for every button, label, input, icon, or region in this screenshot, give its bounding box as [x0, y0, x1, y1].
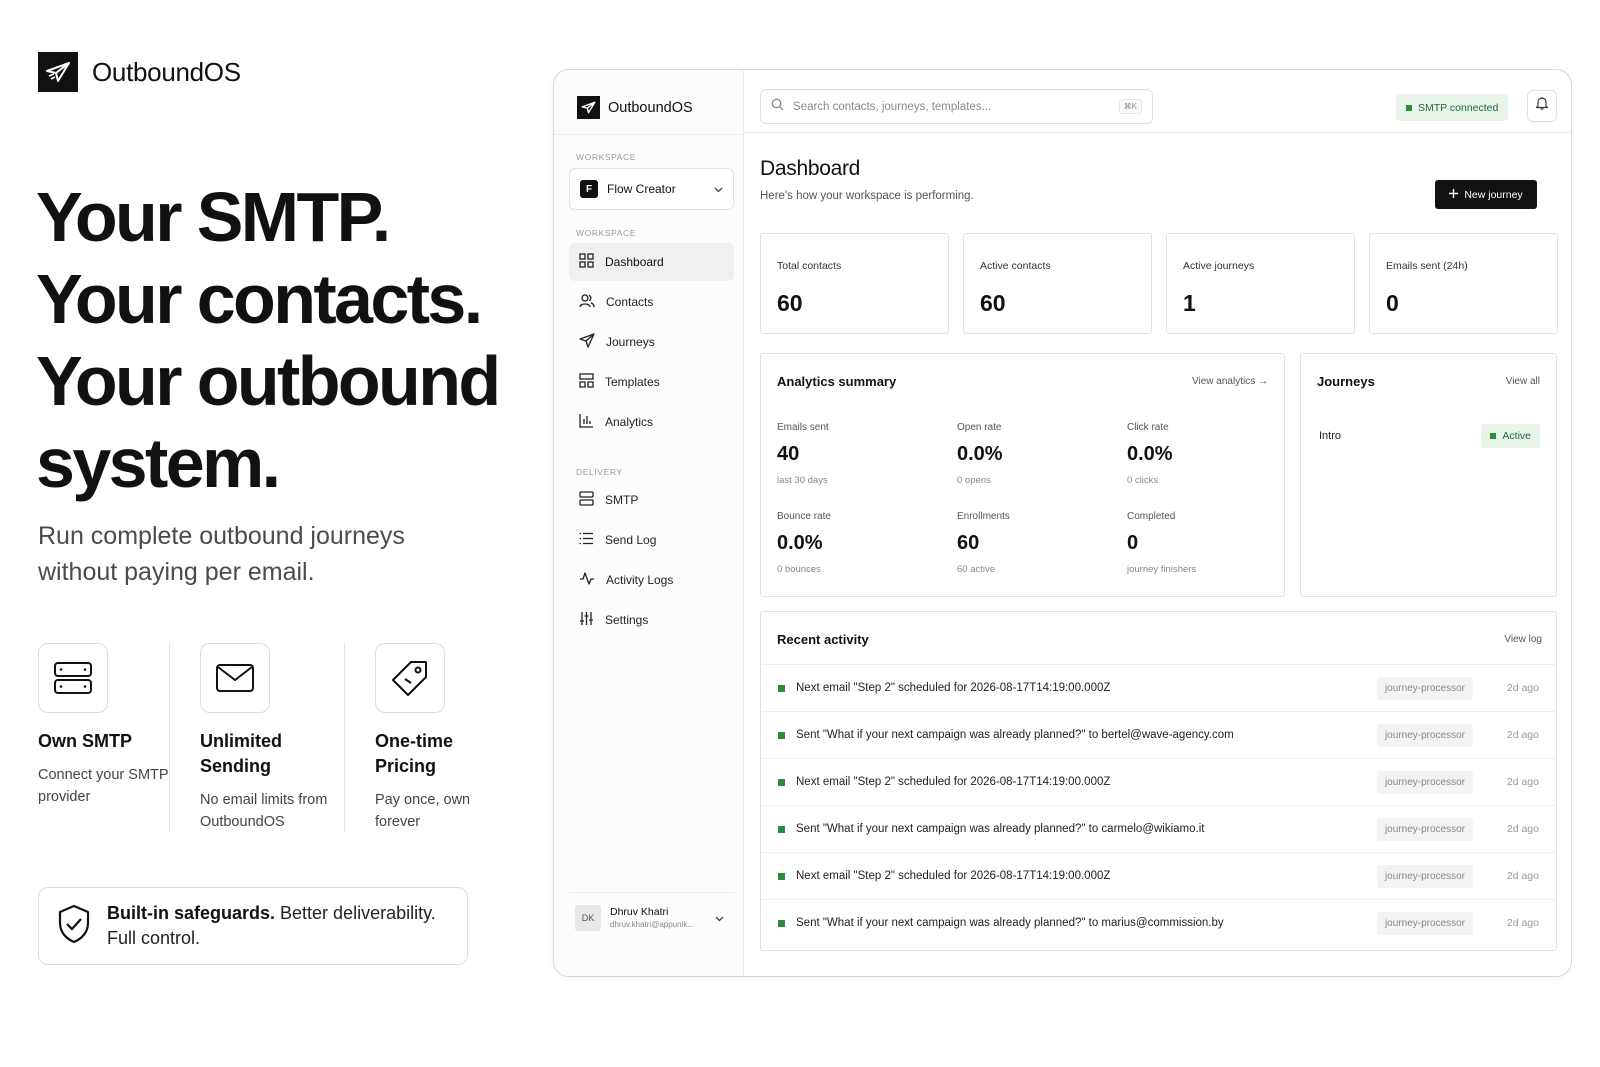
journey-name: Intro: [1319, 430, 1342, 442]
stat-card-active-contacts: [963, 233, 1152, 334]
search-input[interactable]: [760, 89, 1153, 124]
feature-title: One-time Pricing: [375, 731, 454, 776]
hero-subheadline: Run complete outbound journeys without paying per email.: [38, 522, 405, 586]
sidebar-nav: [569, 243, 734, 443]
smtp-status-text: SMTP connected: [1418, 101, 1499, 114]
safeguard-strong: Built-in safeguards.: [107, 903, 276, 923]
sidebar: [554, 70, 744, 976]
activity-time: 2d ago: [1506, 823, 1539, 835]
shield-check-icon: [57, 904, 91, 949]
search-placeholder: Search contacts, journeys, templates...: [793, 100, 992, 113]
sidebar-item-dashboard[interactable]: [569, 243, 734, 281]
activity-text: Next email "Step 2" scheduled for 2026-08-17T14:19:00.000Z: [796, 682, 1111, 694]
journeys-card: [1300, 353, 1557, 597]
headline-line: Your outbound: [36, 342, 499, 420]
card-title: Journeys: [1317, 374, 1375, 389]
tag-icon: [375, 643, 445, 713]
smtp-status-badge: [1396, 94, 1508, 121]
stat-value: 0: [1386, 290, 1399, 316]
chevron-down-icon: [714, 180, 723, 198]
metric-value: 0.0%: [1127, 443, 1173, 465]
recent-activity-card: [760, 611, 1557, 951]
user-name: Dhruv Khatri: [610, 906, 669, 918]
sidebar-brand[interactable]: [577, 96, 693, 119]
app-window: [553, 69, 1572, 977]
status-text: Active: [1502, 430, 1531, 442]
metric-sub: journey finishers: [1127, 564, 1197, 575]
feature-title: Own SMTP: [38, 731, 132, 751]
sidebar-item-label: Dashboard: [605, 255, 664, 269]
sidebar-item-templates[interactable]: [569, 363, 734, 401]
activity-time: 2d ago: [1506, 682, 1539, 694]
metric-value: 0.0%: [777, 532, 823, 554]
sidebar-item-label: Settings: [605, 613, 649, 627]
activity-row: [762, 852, 1555, 899]
activity-source-tag: journey-processor: [1377, 818, 1473, 841]
metric-bounce-rate: [777, 511, 937, 575]
metric-sub: 0 clicks: [1127, 475, 1159, 486]
activity-text: Sent "What if your next campaign was already planned?" to bertel@wave-agency.com: [796, 729, 1234, 741]
new-journey-button[interactable]: [1435, 180, 1537, 209]
metric-label: Bounce rate: [777, 511, 831, 522]
activity-row: [762, 899, 1555, 946]
status-dot: [1490, 433, 1496, 439]
sidebar-item-label: SMTP: [605, 493, 639, 507]
sidebar-item-smtp[interactable]: [569, 481, 734, 519]
safeguard-body: Better deliverability. Full control.: [107, 903, 436, 948]
card-title: Recent activity: [777, 632, 869, 647]
metric-label: Completed: [1127, 511, 1176, 522]
status-dot: [778, 920, 785, 927]
view-log-link[interactable]: View log: [1504, 634, 1542, 645]
bar-chart-icon: [579, 413, 594, 431]
metric-value: 60: [957, 532, 980, 554]
workspace-section-label: WORKSPACE: [576, 152, 637, 162]
search-shortcut: ⌘K: [1119, 99, 1142, 114]
sidebar-divider: [554, 134, 744, 135]
search-icon: [771, 98, 784, 116]
notifications-button[interactable]: [1527, 90, 1557, 122]
activity-source-tag: journey-processor: [1377, 865, 1473, 888]
user-email: dhruv.khatri@appunik...: [610, 920, 695, 929]
envelope-icon: [200, 643, 270, 713]
status-dot: [778, 732, 785, 739]
feature-title: Unlimited Sending: [200, 731, 283, 776]
sidebar-item-send-log[interactable]: [569, 521, 734, 559]
feature-own-smtp: [38, 643, 169, 833]
metric-sub: last 30 days: [777, 475, 828, 486]
sidebar-item-journeys[interactable]: [569, 323, 734, 361]
metric-sub: 0 bounces: [777, 564, 821, 575]
activity-text: Sent "What if your next campaign was already planned?" to marius@commission.by: [796, 917, 1224, 929]
feature-description: No email limits from OutboundOS: [200, 792, 328, 830]
page-title: Dashboard: [760, 157, 861, 180]
sidebar-item-label: Send Log: [605, 533, 657, 547]
sidebar-item-label: Activity Logs: [606, 573, 674, 587]
status-badge: [1481, 424, 1540, 448]
status-dot: [778, 873, 785, 880]
status-dot: [778, 779, 785, 786]
activity-source-tag: journey-processor: [1377, 724, 1473, 747]
journey-row[interactable]: [1319, 424, 1540, 448]
headline-line: Your contacts.: [36, 260, 481, 338]
stat-value: 1: [1183, 290, 1196, 316]
paper-plane-logo-icon: [577, 96, 600, 119]
delivery-section-label: DELIVERY: [576, 467, 623, 477]
feature-one-time-pricing: [344, 643, 484, 833]
feature-unlimited-sending: [169, 643, 344, 833]
safeguard-text: [107, 901, 467, 951]
view-all-journeys-link[interactable]: View all: [1505, 376, 1540, 387]
activity-row: [762, 805, 1555, 852]
status-dot: [1406, 105, 1412, 111]
sidebar-item-label: Contacts: [606, 295, 654, 309]
workspace-badge: F: [580, 180, 598, 198]
user-menu[interactable]: [569, 892, 734, 942]
metric-label: Open rate: [957, 422, 1002, 433]
activity-time: 2d ago: [1506, 776, 1539, 788]
sidebar-item-analytics[interactable]: [569, 403, 734, 441]
nav-section-label: WORKSPACE: [576, 228, 637, 238]
headline-line: Your SMTP.: [36, 178, 389, 256]
status-dot: [778, 685, 785, 692]
sidebar-item-label: Analytics: [605, 415, 654, 429]
metric-sub: 60 active: [957, 564, 996, 575]
paper-plane-logo-icon: [38, 52, 78, 92]
sidebar-item-label: Journeys: [606, 335, 655, 349]
topbar: [744, 70, 1571, 133]
metric-label: Click rate: [1127, 422, 1169, 433]
metric-value: 0: [1127, 532, 1139, 554]
activity-text: Sent "What if your next campaign was already planned?" to carmelo@wikiamo.it: [796, 823, 1205, 835]
main-content: [744, 70, 1571, 976]
delivery-nav: [569, 481, 734, 641]
hero-brand-name: OutboundOS: [92, 56, 241, 87]
stat-label: Emails sent (24h): [1386, 260, 1468, 272]
activity-row: [762, 758, 1555, 805]
stat-card-active-journeys: [1166, 233, 1355, 334]
metric-value: 0.0%: [957, 443, 1003, 465]
metric-open-rate: [957, 422, 1117, 486]
list-icon: [579, 531, 594, 549]
sidebar-item-contacts[interactable]: [569, 283, 734, 321]
metric-label: Emails sent: [777, 422, 829, 433]
stat-card-total-contacts: [760, 233, 949, 334]
sidebar-item-settings[interactable]: [569, 601, 734, 639]
stat-value: 60: [980, 290, 1006, 316]
sidebar-item-label: Templates: [605, 375, 660, 389]
chevron-down-icon: [715, 909, 724, 927]
activity-time: 2d ago: [1506, 729, 1539, 741]
stat-value: 60: [777, 290, 803, 316]
activity-source-tag: journey-processor: [1377, 677, 1473, 700]
workspace-name: Flow Creator: [607, 182, 676, 196]
safeguard-callout: [38, 887, 468, 965]
server-icon: [579, 491, 594, 509]
avatar: DK: [575, 905, 601, 931]
metric-emails-sent: [777, 422, 937, 486]
analytics-summary-card: [760, 353, 1285, 597]
activity-row: [762, 664, 1555, 711]
send-icon: [579, 333, 595, 351]
status-dot: [778, 826, 785, 833]
page-subtitle: Here's how your workspace is performing.: [760, 190, 974, 202]
metric-completed: [1127, 511, 1287, 575]
grid-icon: [579, 253, 594, 271]
sidebar-brand-name: OutboundOS: [608, 99, 693, 116]
plus-icon: [1449, 189, 1458, 201]
stat-label: Total contacts: [777, 260, 842, 272]
view-analytics-link[interactable]: View analytics →: [1192, 376, 1268, 387]
card-title: Analytics summary: [777, 374, 897, 389]
hero-brand: [38, 52, 241, 92]
sidebar-item-activity-logs[interactable]: [569, 561, 734, 599]
metric-click-rate: [1127, 422, 1287, 486]
activity-icon: [579, 571, 595, 589]
template-icon: [579, 373, 594, 391]
metric-value: 40: [777, 443, 800, 465]
activity-text: Next email "Step 2" scheduled for 2026-08-17T14:19:00.000Z: [796, 776, 1111, 788]
metric-label: Enrollments: [957, 511, 1010, 522]
metric-sub: 0 opens: [957, 475, 991, 486]
activity-source-tag: journey-processor: [1377, 912, 1473, 935]
stat-label: Active journeys: [1183, 260, 1255, 272]
hero-headline: [36, 176, 516, 504]
workspace-selector[interactable]: [569, 168, 734, 210]
bell-icon: [1535, 96, 1549, 116]
activity-time: 2d ago: [1506, 917, 1539, 929]
stat-card-emails-sent: [1369, 233, 1558, 334]
activity-time: 2d ago: [1506, 870, 1539, 882]
headline-line: system.: [36, 424, 279, 502]
sliders-icon: [579, 611, 594, 629]
new-journey-label: New journey: [1464, 188, 1523, 201]
stat-label: Active contacts: [980, 260, 1051, 272]
feature-list: [38, 643, 484, 833]
activity-row: [762, 711, 1555, 758]
users-icon: [579, 293, 595, 311]
metric-enrollments: [957, 511, 1117, 575]
feature-description: Connect your SMTP provider: [38, 767, 169, 805]
activity-text: Next email "Step 2" scheduled for 2026-08-17T14:19:00.000Z: [796, 870, 1111, 882]
feature-description: Pay once, own forever: [375, 792, 471, 830]
activity-source-tag: journey-processor: [1377, 771, 1473, 794]
server-icon: [38, 643, 108, 713]
